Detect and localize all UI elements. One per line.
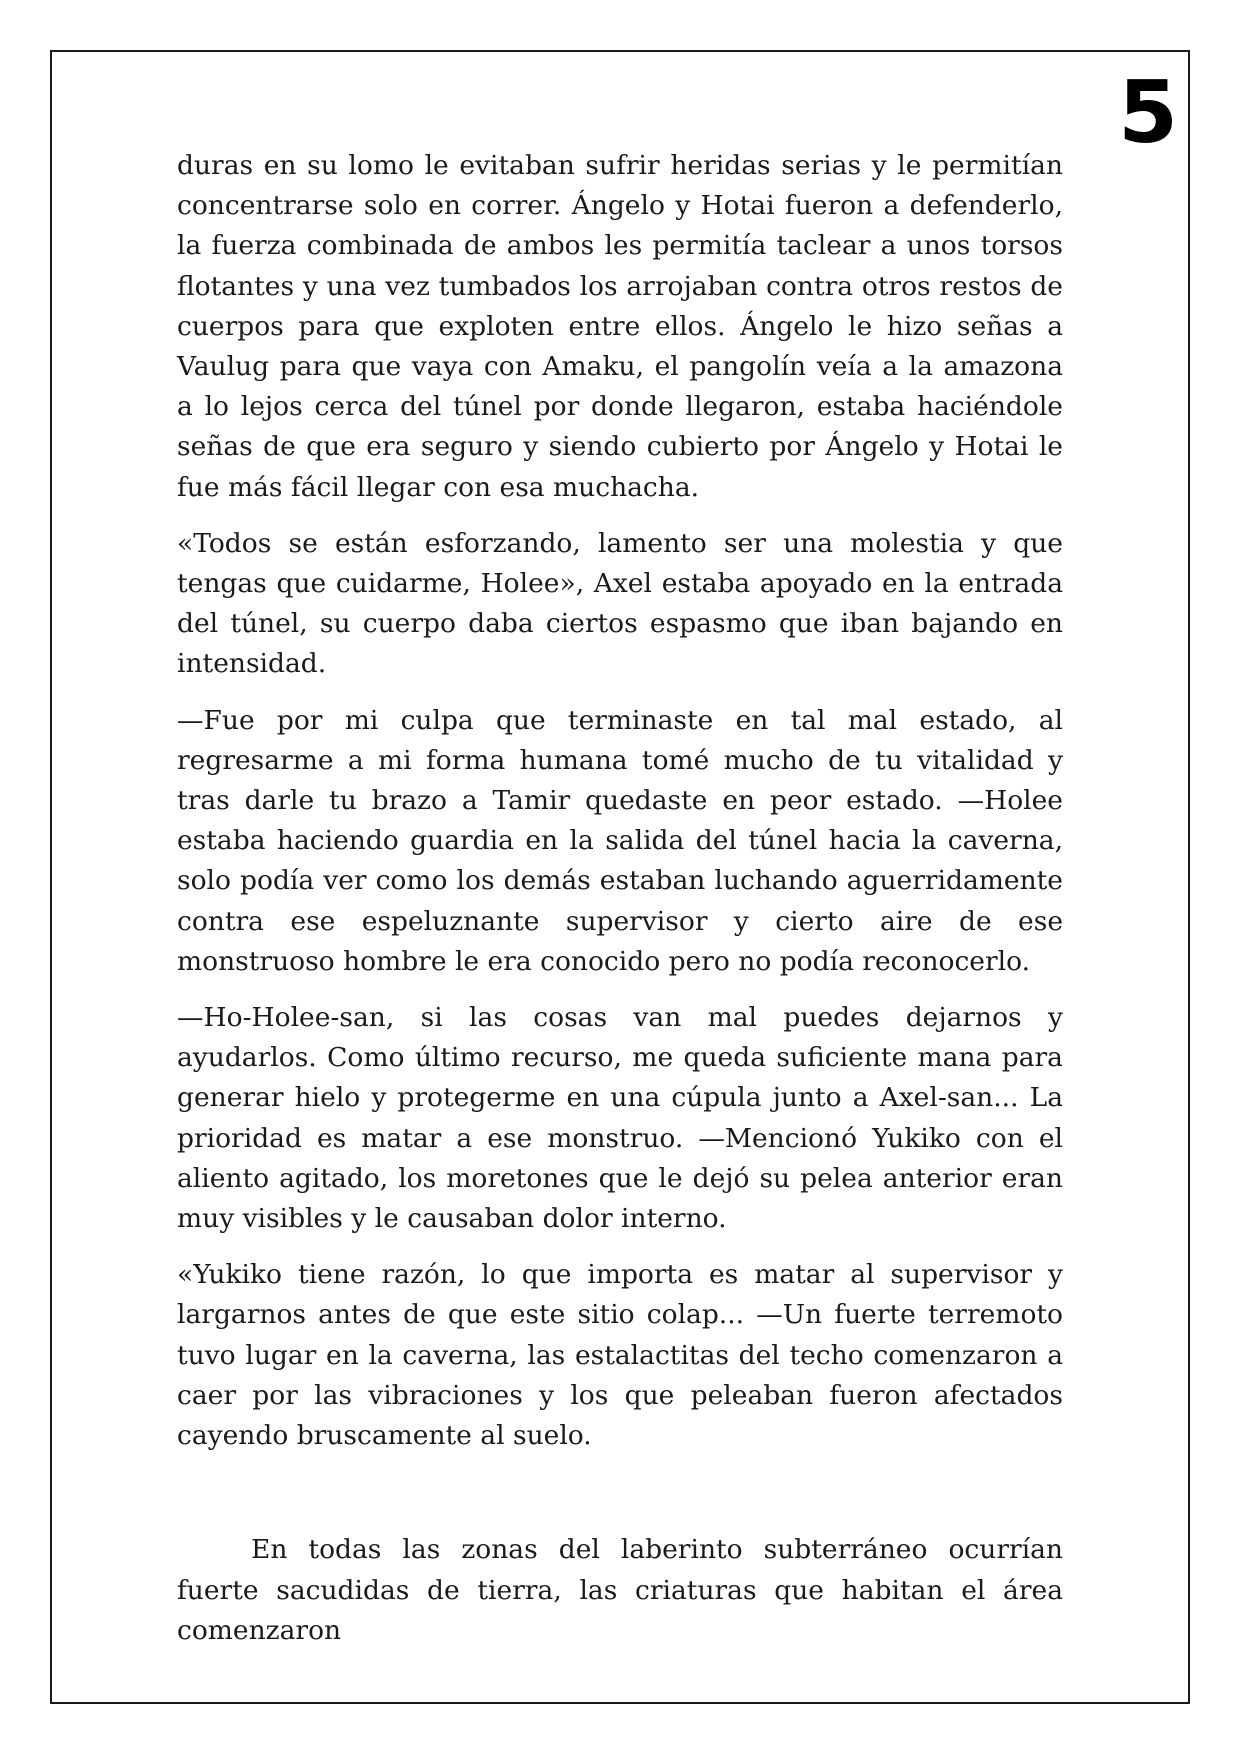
page-number: 5 (1118, 63, 1178, 163)
paragraph: duras en su lomo le evitaban sufrir heridas serias y le permitían concentrarse solo en correr. Ángelo y Hotai fueron a defenderlo, la fuerza combinada de ambos les permitía taclear a unos torsos flotantes y una vez tumbados los arrojaban contra otros restos de cuerpos para que exploten entre ellos. Ángelo le hizo señas a Vaulug para que vaya con Amaku, el pangolín veía a la amazona a lo lejos cerca del túnel por donde llegaron, estaba haciéndole señas de que era seguro y siendo cubierto por Ángelo y Hotai le fue más fácil llegar con esa muchacha. (177, 150, 1063, 503)
section-start-paragraph: En todas las zonas del laberinto subterráneo ocurrían fuerte sacudidas de tierra, las criaturas que habitan el área comenzaron (177, 1534, 1063, 1646)
paragraph: —Ho-Holee-san, si las cosas van mal puedes dejarnos y ayudarlos. Como último recurso, me queda suficiente mana para generar hielo y protegerme en una cúpula junto a Axel-san... La prioridad es matar a ese monstruo. —Mencionó Yukiko con el aliento agitado, los moretones que le dejó su pelea anterior eran muy visibles y le causaban dolor interno. (177, 1002, 1063, 1235)
paragraph: «Yukiko tiene razón, lo que importa es matar al supervisor y largarnos antes de que este sitio colap... —Un fuerte terremoto tuvo lugar en la caverna, las estalactitas del techo comenzaron a caer por las vibraciones y los que peleaban fueron afectados cayendo bruscamente al suelo. (177, 1259, 1063, 1452)
paragraph: «Todos se están esforzando, lamento ser una molestia y que tengas que cuidarme, Holee», Axel estaba apoyado en la entrada del túnel, su cuerpo daba ciertos espasmo que iban bajando en intensidad. (177, 527, 1063, 680)
paragraph: —Fue por mi culpa que terminaste en tal mal estado, al regresarme a mi forma humana tomé mucho de tu vitalidad y tras darle tu brazo a Tamir quedaste en peor estado. —Holee estaba haciendo guardia en la salida del túnel hacia la caverna, solo podía ver como los demás estaban luchando aguerridamente contra ese espeluznante supervisor y cierto aire de ese monstruoso hombre le era conocido pero no podía reconocerlo. (177, 704, 1063, 977)
book-text (177, 146, 1063, 1667)
